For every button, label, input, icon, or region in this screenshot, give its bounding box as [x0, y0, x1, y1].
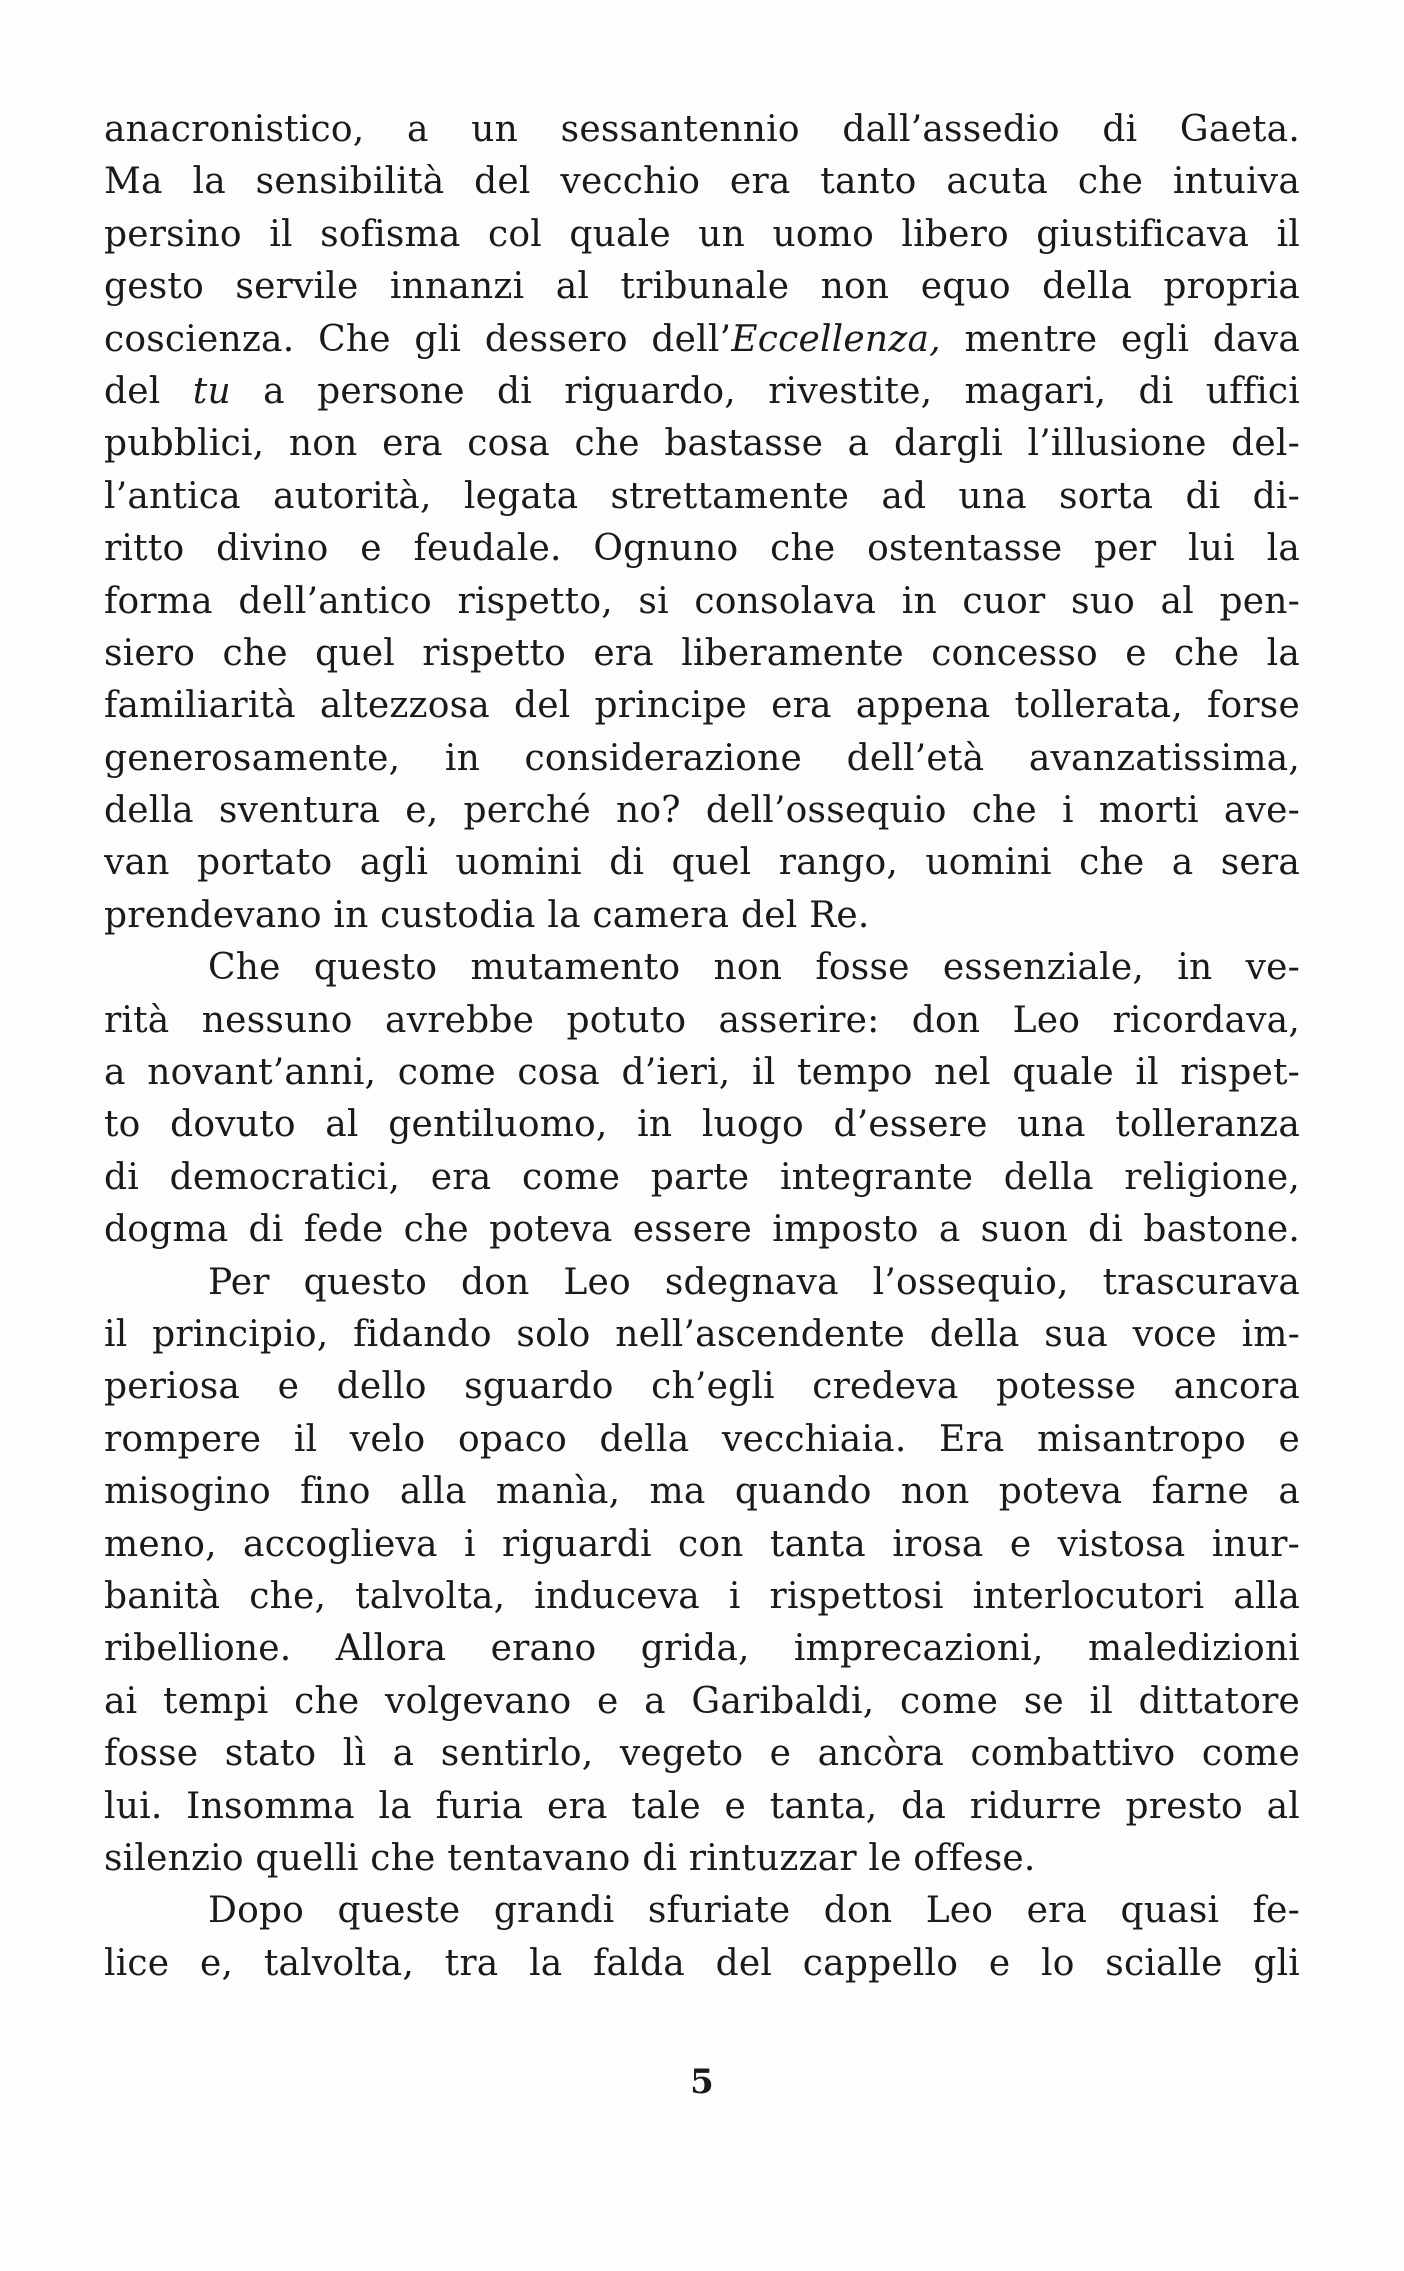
- text-line: generosamente, in considerazione dell’età avanzatissima,: [104, 737, 1300, 779]
- text-line: pubblici, non era cosa che bastasse a dargli l’illusione del-: [104, 423, 1300, 465]
- text-line: a novant’anni, come cosa d’ieri, il tempo nel quale il rispet-: [104, 1052, 1300, 1094]
- paragraph-start-line: Dopo queste grandi sfuriate don Leo era quasi fe-: [208, 1890, 1300, 1932]
- text-line: meno, accoglieva i riguardi con tanta irosa e vistosa inur-: [104, 1523, 1300, 1565]
- text-line: fosse stato lì a sentirlo, vegeto e ancòra combattivo come: [104, 1733, 1300, 1775]
- text-line: l’antica autorità, legata strettamente ad una sorta di di-: [104, 475, 1300, 517]
- text-line: rità nessuno avrebbe potuto asserire: don Leo ricordava,: [104, 999, 1300, 1041]
- text-line: misogino fino alla manìa, ma quando non poteva farne a: [104, 1471, 1300, 1513]
- text-line: van portato agli uomini di quel rango, uomini che a sera: [104, 842, 1300, 884]
- text-segment: del: [104, 370, 193, 412]
- text-line: ritto divino e feudale. Ognuno che ostentasse per lui la: [104, 528, 1300, 570]
- text-line: di democratici, era come parte integrante della religione,: [104, 1156, 1300, 1198]
- paragraph-start-line: Che questo mutamento non fosse essenziale, in ve-: [208, 947, 1300, 989]
- text-line: lice e, talvolta, tra la falda del cappello e lo scialle gli: [104, 1942, 1300, 1984]
- text-line: Ma la sensibilità del vecchio era tanto acuta che intuiva: [104, 161, 1300, 203]
- text-line: familiarità altezzosa del principe era appena tollerata, forse: [104, 685, 1300, 727]
- italic-word: Eccellenza,: [731, 318, 941, 360]
- text-line: [104, 366, 1300, 418]
- italic-word: tu: [192, 370, 231, 412]
- text-line: rompere il velo opaco della vecchiaia. Era misantropo e: [104, 1418, 1300, 1460]
- text-segment: a persone di riguardo, rivestite, magari, di uffici: [230, 370, 1301, 412]
- text-segment: mentre egli dava: [940, 318, 1301, 360]
- paragraph-end-line: prendevano in custodia la camera del Re.: [104, 894, 870, 936]
- text-line: forma dell’antico rispetto, si consolava in cuor suo al pen-: [104, 580, 1300, 622]
- paragraph-end-line: dogma di fede che poteva essere imposto a suon di bastone.: [104, 1209, 1300, 1251]
- text-line: ribellione. Allora erano grida, imprecazioni, maledizioni: [104, 1628, 1300, 1670]
- text-line: siero che quel rispetto era liberamente concesso e che la: [104, 632, 1300, 674]
- text-segment: coscienza. Che gli dessero dell’: [104, 318, 732, 360]
- paragraph-start-line: Per questo don Leo sdegnava l’ossequio, trascurava: [208, 1261, 1300, 1303]
- text-line: il principio, fidando solo nell’ascendente della sua voce im-: [104, 1313, 1300, 1355]
- text-line: [104, 314, 1300, 366]
- text-line: ai tempi che volgevano e a Garibaldi, come se il dittatore: [104, 1680, 1300, 1722]
- text-line: to dovuto al gentiluomo, in luogo d’essere una tolleranza: [104, 1104, 1300, 1146]
- text-line: banità che, talvolta, induceva i rispettosi interlocutori alla: [104, 1575, 1300, 1617]
- text-line: periosa e dello sguardo ch’egli credeva potesse ancora: [104, 1366, 1300, 1408]
- page-number: 5: [690, 2062, 714, 2102]
- paragraph-end-line: silenzio quelli che tentavano di rintuzzar le offese.: [104, 1837, 1036, 1879]
- text-line: persino il sofisma col quale un uomo libero giustificava il: [104, 213, 1300, 255]
- body-text: [104, 104, 1300, 1990]
- text-line: anacronistico, a un sessantennio dall’assedio di Gaeta.: [104, 109, 1300, 150]
- text-line: gesto servile innanzi al tribunale non equo della propria: [104, 266, 1300, 308]
- text-line: lui. Insomma la furia era tale e tanta, da ridurre presto al: [104, 1785, 1300, 1827]
- text-line: della sventura e, perché no? dell’ossequio che i morti ave-: [104, 790, 1300, 832]
